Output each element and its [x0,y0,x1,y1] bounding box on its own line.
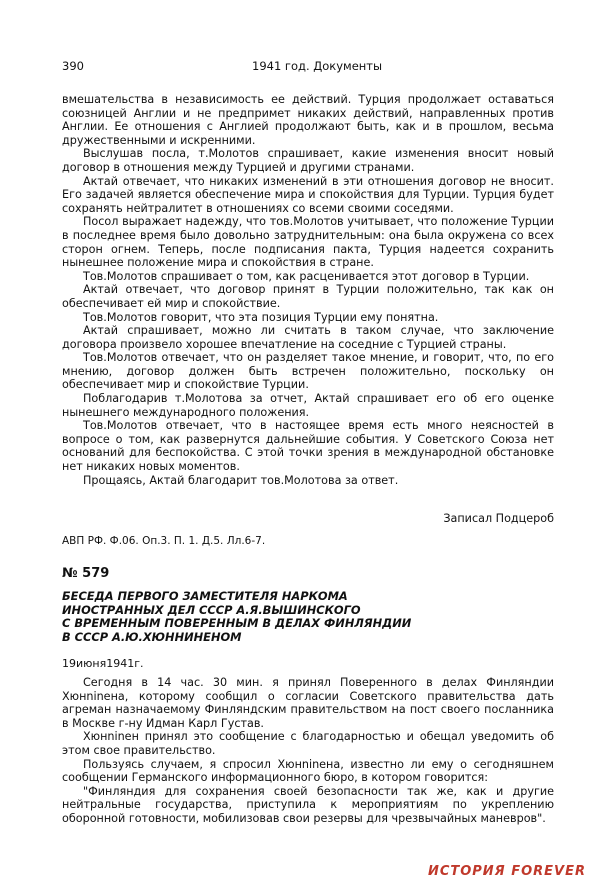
paragraph: "Финляндия для сохранения своей безопасности так же, как и другие нейтральные государства, приступила к мероприятиям по укреплению оборонной готовности, мобилизовав свои резервы для чрезвычайных маневров". [62,784,554,825]
paragraph: Прощаясь, Актай благодарит тов.Молотова за ответ. [83,473,399,487]
page-header [62,59,540,75]
recorded-by: Записал Подцероб [443,512,554,525]
paragraph: Актай отвечает, что договор принят в Турции положительно, так как он обеспечивает ей мир и спокойствие. [62,283,554,310]
title-line: ИНОСТРАННЫХ ДЕЛ СССР А.Я.ВЫШИНСКОГО [62,602,361,617]
paragraph: Поблагодарив т.Молотова за отчет, Актай спрашивает его об его оценке нынешнего международного положения. [62,392,554,419]
archive-reference: АВП РФ. Ф.06. Оп.3. П. 1. Д.5. Лл.6-7. [62,535,266,547]
paragraph: Актай отвечает, что никаких изменений в эти отношения договор не вносит. Его задачей является обеспечение мира и спокойствия для Турции. Турция будет сохранять нейтралитет в отношениях со всеми своими соседями. [62,174,554,215]
paragraph: Выслушав посла, т.Молотов спрашивает, какие изменения вносит новый договор в отношения между Турцией и другими странами. [62,147,554,174]
title-line: С ВРЕМЕННЫМ ПОВЕРЕННЫМ В ДЕЛАХ ФИНЛЯНДИИ [62,616,412,631]
paragraph: Актай спрашивает, можно ли считать в таком случае, что заключение договора произвело хорошее впечатление на соседние с Турцией страны. [62,324,554,351]
document-date: 19июня1941г. [62,657,144,670]
paragraph: Пользуясь случаем, я спросил Хюнninена, известно ли ему о сегодняшнем сообщении Германского информационного бюро, в котором говорится: [62,757,554,785]
document-title [62,590,542,644]
title-line: БЕСЕДА ПЕРВОГО ЗАМЕСТИТЕЛЯ НАРКОМА [62,589,348,603]
paragraph: Посол выражает надежду, что тов.Молотов учитывает, что положение Турции в последнее время было довольно затруднительным: она была окружена со всех сторон огнем. Теперь, после подписания пакта, Турция надеется сохранить нынешнее положение мира и спокойствия в стране. [62,215,554,270]
title-line: В СССР А.Ю.ХЮННИНЕНОМ [62,629,242,644]
paragraph: Тов.Молотов говорит, что эта позиция Турции ему понятна. [83,310,439,324]
text-block-continuation [62,93,554,487]
document-number: № 579 [62,566,110,581]
watermark: ИСТОРИЯ FOREVER [427,864,586,879]
running-title: 1941 год. Документы [252,59,383,73]
page-number: 390 [62,59,84,73]
paragraph: вмешательства в независимость ее действий. Турция продолжает оставаться союзницей Англии и не предпримет никаких действий, направленных против Англии. Ее отношения с Англией продолжают быть, как и в прошлом, весьма дружественными и искренними. [62,93,554,147]
paragraph: Тов.Молотов отвечает, что он разделяет такое мнение, и говорит, что, по его мнению, договор должен быть встречен положительно, поскольку он обеспечивает мир и спокойствие Турции. [62,351,554,392]
paragraph: Тов.Молотов спрашивает о том, как расценивается этот договор в Турции. [83,269,530,283]
paragraph: Тов.Молотов отвечает, что в настоящее время есть много неясностей в вопросе о том, как развернутся дальнейшие события. У Советского Союза нет оснований для беспокойства. С этой точки зрения в международной обстановке нет никаких новых моментов. [62,419,554,474]
paragraph: Хюнninен принял это сообщение с благодарностью и обещал уведомить об этом свое правительство. [62,730,554,757]
paragraph: Сегодня в 14 час. 30 мин. я принял Поверенного в делах Финляндии Хюнninена, которому сообщил о согласии Советского правительства дать агреман назначаемому Финляндским правительством на пост своего посланника в Москве г-ну Идман Карл Густав. [62,676,554,730]
text-block-document [62,676,554,826]
